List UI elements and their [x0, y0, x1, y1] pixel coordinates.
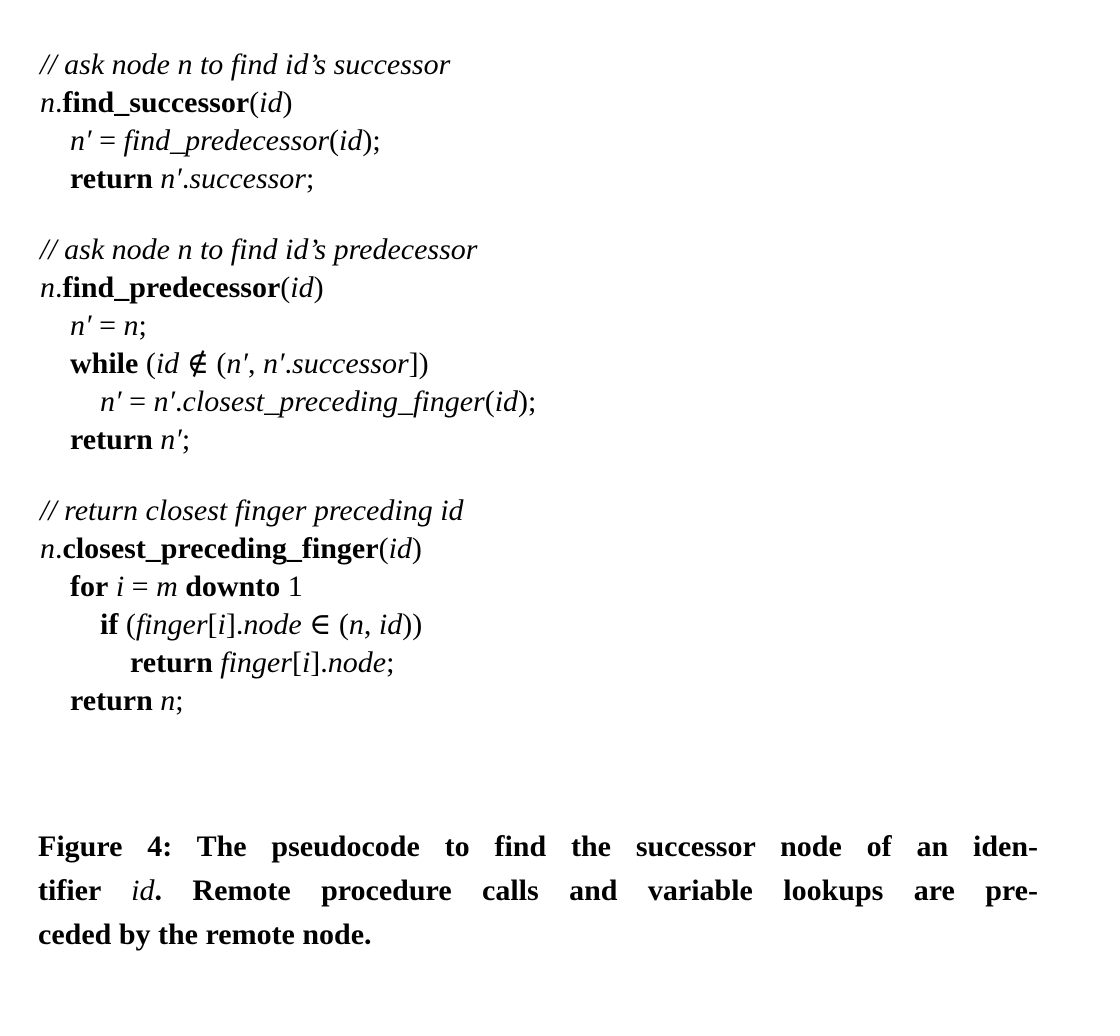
text-segment: ;: [138, 309, 147, 342]
text-segment: finger: [220, 646, 292, 679]
text-segment: (: [249, 86, 260, 119]
text-segment: // return closest finger preceding id: [40, 494, 464, 527]
text-segment: id: [388, 532, 412, 565]
text-segment: for: [70, 570, 109, 603]
text-segment: (: [329, 124, 340, 157]
pseudocode-listing: [40, 46, 1120, 720]
text-segment: id: [155, 347, 180, 380]
text-segment: find_successor: [62, 86, 250, 119]
pseudocode-block-find-successor: [40, 46, 1120, 198]
code-comment-line: [40, 492, 1120, 530]
code-line: [40, 84, 1120, 122]
text-segment: n′: [153, 385, 176, 418]
text-segment: id: [378, 608, 403, 641]
text-segment: ): [313, 271, 324, 304]
text-segment: Figure 4: The pseudocode to find the successor node of an iden-: [38, 830, 1038, 863]
text-segment: 1: [280, 570, 303, 603]
text-segment: );: [518, 385, 537, 418]
text-segment: find_predecessor: [62, 271, 281, 304]
text-segment: .: [181, 162, 190, 195]
text-segment: ,: [247, 347, 263, 380]
text-segment: id: [131, 874, 155, 907]
text-segment: ): [411, 532, 422, 565]
text-segment: ;: [175, 684, 184, 717]
text-segment: i: [115, 570, 125, 603]
text-segment: .: [55, 532, 63, 565]
code-comment-line: [40, 46, 1120, 84]
text-segment: . Remote procedure calls and variable lookups are pre-: [154, 874, 1038, 907]
code-line: [40, 122, 1120, 160]
text-segment: id: [259, 86, 283, 119]
text-segment: n: [40, 86, 55, 119]
text-segment: // ask node n to find id’s predecessor: [40, 233, 478, 266]
code-line: [40, 682, 1120, 720]
text-segment: m: [156, 570, 178, 603]
text-segment: (: [280, 271, 291, 304]
text-segment: [: [207, 608, 218, 641]
caption-line: [38, 825, 1038, 869]
code-line: [40, 606, 1120, 644]
text-segment: if: [100, 608, 119, 641]
text-segment: successor: [292, 347, 409, 380]
text-segment: find_predecessor: [123, 124, 330, 157]
text-segment: tifier: [38, 874, 132, 907]
text-segment: n: [348, 608, 364, 641]
text-segment: n′: [262, 347, 285, 380]
text-segment: ;: [386, 646, 395, 679]
text-segment: ∈ (: [301, 608, 349, 641]
code-line: [40, 568, 1120, 606]
text-segment: return: [70, 684, 153, 717]
code-line: [40, 530, 1120, 568]
text-segment: (: [138, 347, 156, 380]
pseudocode-block-find-predecessor: [40, 231, 1120, 459]
text-segment: downto: [185, 570, 281, 603]
text-segment: .: [55, 271, 63, 304]
code-line: [40, 421, 1120, 459]
text-segment: ): [282, 86, 293, 119]
pseudocode-block-closest-preceding-finger: [40, 492, 1120, 720]
text-segment: n′: [160, 423, 182, 456]
caption-line: [38, 913, 1038, 957]
text-segment: node: [327, 646, 387, 679]
text-segment: closest_preceding_finger: [62, 532, 379, 565]
text-segment: id: [494, 385, 519, 418]
text-segment: return: [70, 423, 153, 456]
text-segment: ]): [408, 347, 429, 380]
text-segment: i: [301, 646, 311, 679]
figure-caption: [38, 825, 1038, 957]
text-segment: n: [123, 309, 139, 342]
text-segment: return: [130, 646, 213, 679]
text-segment: n: [40, 271, 55, 304]
text-segment: return: [70, 162, 153, 195]
text-segment: successor: [189, 162, 306, 195]
text-segment: id: [290, 271, 314, 304]
text-segment: [108, 570, 116, 603]
text-segment: .: [284, 347, 293, 380]
text-segment: .: [55, 86, 63, 119]
figure-4-panel: [0, 46, 1120, 1036]
text-segment: n′: [70, 124, 92, 157]
text-segment: [: [291, 646, 302, 679]
code-line: [40, 307, 1120, 345]
text-segment: n′: [160, 162, 182, 195]
text-segment: n: [160, 684, 176, 717]
text-segment: closest_preceding_finger: [182, 385, 485, 418]
code-line: [40, 345, 1120, 383]
text-segment: ,: [363, 608, 379, 641]
text-segment: ceded by the remote node.: [38, 918, 372, 951]
text-segment: node: [243, 608, 302, 641]
text-segment: n′: [100, 385, 122, 418]
code-line: [40, 383, 1120, 421]
code-comment-line: [40, 231, 1120, 269]
caption-line: [38, 869, 1038, 913]
text-segment: ].: [310, 646, 328, 679]
text-segment: ].: [225, 608, 244, 641]
text-segment: ∉ (: [179, 347, 227, 380]
text-segment: n′: [226, 347, 248, 380]
code-line: [40, 160, 1120, 198]
text-segment: =: [91, 124, 124, 157]
text-segment: id: [339, 124, 363, 157]
text-segment: =: [124, 570, 157, 603]
text-segment: ;: [181, 423, 191, 456]
text-segment: n: [40, 532, 55, 565]
text-segment: ;: [305, 162, 315, 195]
text-segment: );: [362, 124, 381, 157]
text-segment: // ask node n to find id’s successor: [40, 48, 451, 81]
text-segment: while: [70, 347, 139, 380]
text-segment: =: [91, 309, 124, 342]
text-segment: )): [402, 608, 423, 641]
text-segment: (: [118, 608, 136, 641]
code-line: [40, 644, 1120, 682]
text-segment: .: [175, 385, 183, 418]
text-segment: n′: [70, 309, 92, 342]
text-segment: i: [217, 608, 226, 641]
text-segment: (: [378, 532, 389, 565]
text-segment: finger: [135, 608, 208, 641]
text-segment: =: [121, 385, 154, 418]
code-line: [40, 269, 1120, 307]
text-segment: (: [484, 385, 495, 418]
